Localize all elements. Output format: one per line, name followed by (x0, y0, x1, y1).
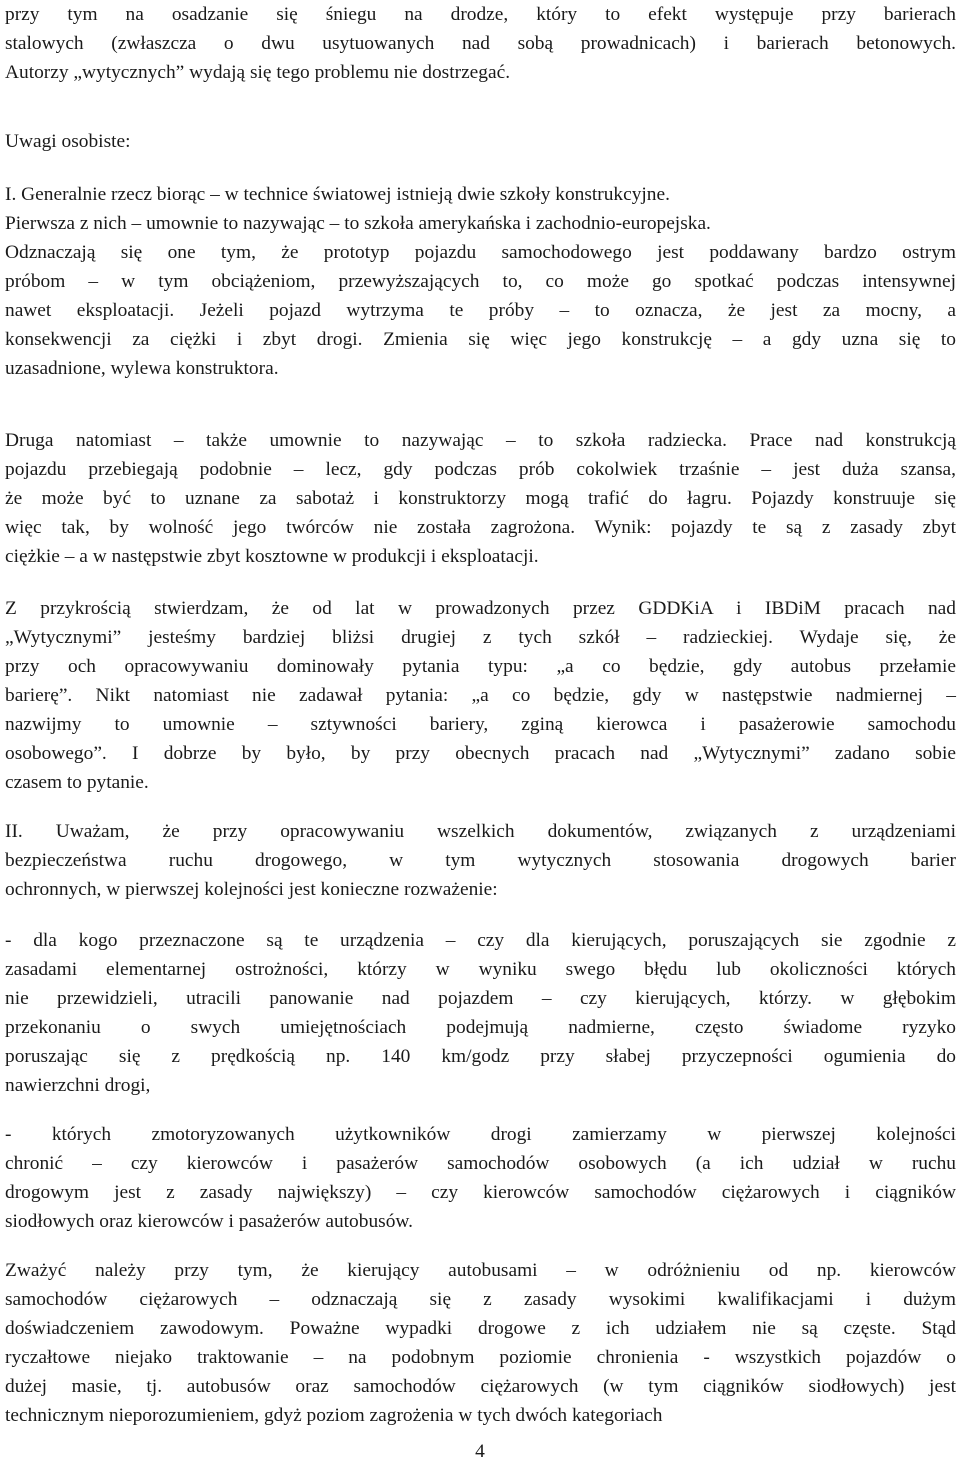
bullet-2-paragraph (5, 1120, 956, 1236)
text-line: więc tak, by wolność jego twórców nie została zagrożona. Wynik: pojazdy te są z zasady zbyt (5, 517, 956, 538)
text-line: - których zmotoryzowanych użytkowników drogi zamierzamy w pierwszej kolejności (5, 1124, 956, 1145)
text-line: technicznym nieporozumieniem, gdyż poziom zagrożenia w tych dwóch kategoriach (5, 1405, 663, 1426)
text-line: próbom – w tym obciążeniom, przewyższających to, co może go spotkać podczas intensywnej (5, 271, 956, 292)
text-line: Zważyć należy przy tym, że kierujący autobusami – w odróżnieniu od np. kierowców (5, 1260, 956, 1281)
bullet-1-paragraph (5, 926, 956, 1100)
text-line: że może być to uznane za sabotaż i konstruktorzy mogą trafić do łagru. Pojazdy konstruuje się (5, 488, 956, 509)
text-line: nie przewidzieli, utracili panowanie nad pojazdem – czy kierujących, którzy. w głębokim (5, 988, 956, 1009)
text-line: siodłowych oraz kierowców i pasażerów autobusów. (5, 1211, 413, 1232)
text-line: pojazdu przebiegają podobnie – lecz, gdy podczas prób cokolwiek trzaśnie – jest duża szansa, (5, 459, 956, 480)
text-line: II. Uważam, że przy opracowywaniu wszelkich dokumentów, związanych z urządzeniami (5, 821, 956, 842)
remarks-heading: Uwagi osobiste: (5, 131, 131, 152)
text-line: Druga natomiast – także umownie to nazywając – to szkoła radziecka. Prace nad konstrukcją (5, 430, 956, 451)
text-line: ochronnych, w pierwszej kolejności jest konieczne rozważenie: (5, 879, 498, 900)
text-line: drogowym jest z zasady największy) – czy kierowców samochodów ciężarowych i ciągników (5, 1182, 956, 1203)
text-line: nawet eksploatacji. Jeżeli pojazd wytrzyma te próby – to oznacza, że jest za mocny, a (5, 300, 956, 321)
intro-paragraph (5, 0, 956, 87)
section-2-paragraph (5, 817, 956, 904)
text-line: Odznaczają się one tym, że prototyp pojazdu samochodowego jest poddawany bardzo ostrym (5, 242, 956, 263)
text-line: „Wytycznymi” jesteśmy bardziej bliżsi drugiej z tych szkół – radzieckiej. Wydaje się, że (5, 627, 956, 648)
text-line: zasadami elementarnej ostrożności, którzy w wyniku swego błędu lub okoliczności których (5, 959, 956, 980)
text-line: czasem to pytanie. (5, 772, 149, 793)
text-line: ciężkie – a w następstwie zbyt kosztowne w produkcji i eksploatacji. (5, 546, 539, 567)
text-line: konsekwencji za ciężki i zbyt drogi. Zmienia się więc jego konstrukcję – a gdy uzna się to (5, 329, 956, 350)
text-line: samochodów ciężarowych – odznaczają się z zasady wysokimi kwalifikacjami i dużym (5, 1289, 956, 1310)
text-line: chronić – czy kierowców i pasażerów samochodów osobowych (a ich udział w ruchu (5, 1153, 956, 1174)
regret-paragraph (5, 594, 956, 797)
text-line: - dla kogo przeznaczone są te urządzenia – czy dla kierujących, poruszających sie zgodnie z (5, 930, 956, 951)
page-number: 4 (475, 1441, 485, 1462)
text-line: przy tym na osadzanie się śniegu na drodze, który to efekt występuje przy barierach (5, 4, 956, 25)
text-line: Z przykrością stwierdzam, że od lat w prowadzonych przez GDDKiA i IBDiM pracach nad (5, 598, 956, 619)
text-line: poruszając się z prędkością np. 140 km/godz przy słabej przyczepności ogumienia do (5, 1046, 956, 1067)
text-line: uzasadnione, wylewa konstruktora. (5, 358, 279, 379)
text-line: barierę”. Nikt natomiast nie zadawał pytania: „a co będzie, gdy w następstwie nadmiernej – (5, 685, 956, 706)
text-line: nawierzchni drogi, (5, 1075, 151, 1096)
consider-paragraph (5, 1256, 956, 1430)
text-line: bezpieczeństwa ruchu drogowego, w tym wytycznych stosowania drogowych barier (5, 850, 956, 871)
text-line: nazwijmy to umownie – sztywności bariery, zginą kierowca i pasażerowie samochodu (5, 714, 956, 735)
text-line: przekonaniu o swych umiejętnościach podejmują nadmierne, często świadome ryzyko (5, 1017, 956, 1038)
text-line: doświadczeniem zawodowym. Poważne wypadki drogowe z ich udziałem nie są częste. Stąd (5, 1318, 956, 1339)
text-line: stalowych (zwłaszcza o dwu usytuowanych nad sobą prowadnicach) i barierach betonowych. (5, 33, 956, 54)
text-line: I. Generalnie rzecz biorąc – w technice światowej istnieją dwie szkoły konstrukcyjne. (5, 184, 670, 205)
text-line: dużej masie, tj. autobusów oraz samochodów ciężarowych (w tym ciągników siodłowych) jest (5, 1376, 956, 1397)
text-line: Pierwsza z nich – umownie to nazywając – to szkoła amerykańska i zachodnio-europejska. (5, 213, 711, 234)
text-line: przy och opracowywaniu dominowały pytania typu: „a co będzie, gdy autobus przełamie (5, 656, 956, 677)
text-line: Autorzy „wytycznych” wydają się tego problemu nie dostrzegać. (5, 62, 511, 83)
text-line: osobowego”. I dobrze by było, by przy obecnych pracach nad „Wytycznymi” zadano sobie (5, 743, 956, 764)
soviet-school-paragraph (5, 426, 956, 571)
text-line: ryczałtowe niejako traktowanie – na podobnym poziomie chronienia - wszystkich pojazdów o (5, 1347, 956, 1368)
section-1-paragraph (5, 180, 956, 383)
